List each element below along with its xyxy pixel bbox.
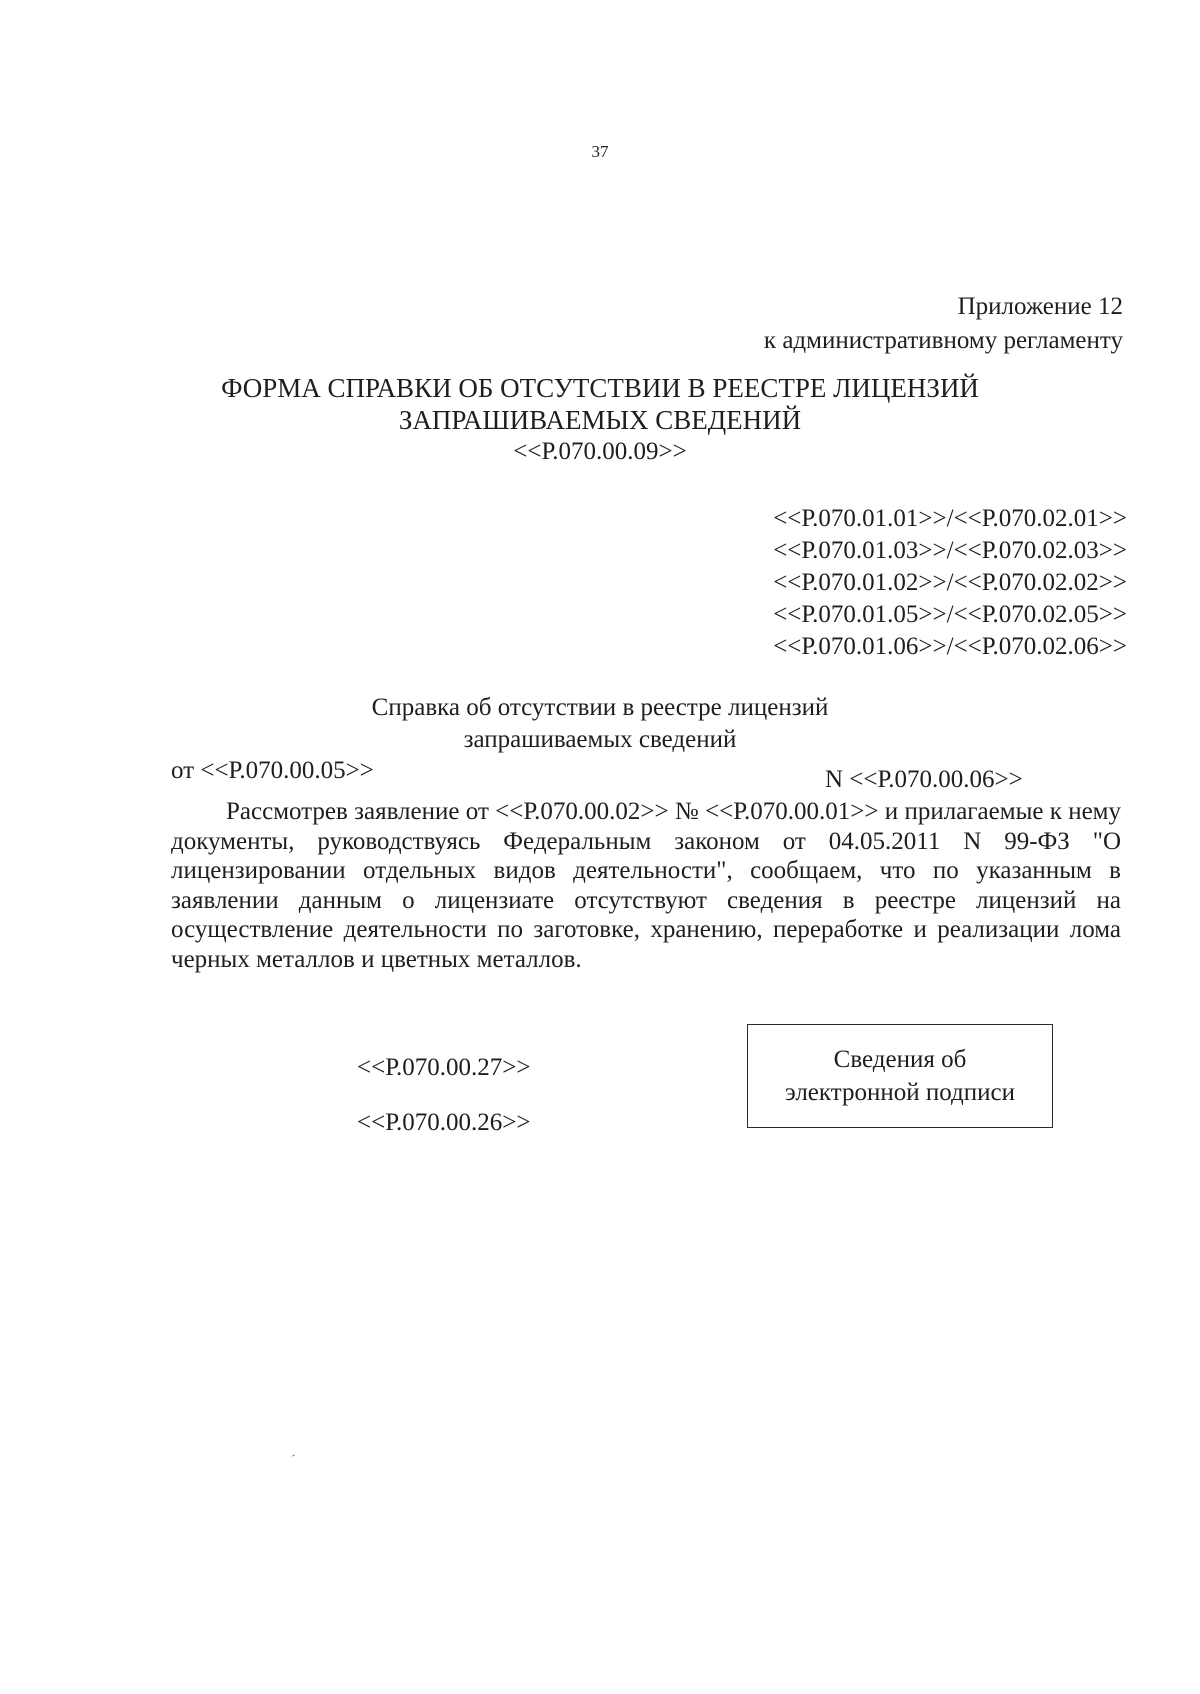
page-number: 37 [591, 142, 609, 161]
signatory-codes [357, 1040, 530, 1150]
signature-box-line-1: Сведения об [833, 1046, 967, 1073]
certificate-number: N <<Р.070.00.06>> [825, 766, 1023, 793]
signatory-position-code: <<Р.070.00.27>> [357, 1054, 531, 1081]
recipient-code-line: <<Р.070.01.05>>/<<Р.070.02.05>> [773, 601, 1127, 628]
electronic-signature-box [747, 1024, 1053, 1128]
scan-speck [292, 1454, 295, 1456]
form-title-line-2: ЗАПРАШИВАЕМЫХ СВЕДЕНИЙ [398, 405, 802, 435]
certificate-title-line-1: Справка об отсутствии в реестре лицензий [371, 694, 829, 721]
recipient-codes [773, 503, 1127, 663]
appendix-header [764, 290, 1123, 358]
recipient-code-line: <<Р.070.01.01>>/<<Р.070.02.01>> [773, 505, 1127, 532]
signature-box-line-2: электронной подписи [785, 1079, 1015, 1106]
appendix-subtitle: к административному регламенту [763, 327, 1123, 354]
recipient-code-line: <<Р.070.01.02>>/<<Р.070.02.02>> [773, 569, 1127, 596]
recipient-code-line: <<Р.070.01.03>>/<<Р.070.02.03>> [773, 537, 1127, 564]
form-title [0, 372, 1200, 468]
certificate-body-text: Рассмотрев заявление от <<Р.070.00.02>> № <<Р.070.00.01>> и прилагаемые к нему документы, руководствуясь Федеральным законом от 04.05.2011 N 99-ФЗ "О лицензировании отдельных видов деятельности", сообщаем, что по указанным в заявлении данным о лицензиате отсутствуют сведения в реестре лицензий на осуществление деятельности по заготовке, хранению, переработке и реализации лома черных металлов и цветных металлов. [171, 798, 1121, 973]
appendix-title: Приложение 12 [957, 293, 1123, 320]
form-title-line-1: ФОРМА СПРАВКИ ОБ ОТСУТСТВИИ В РЕЕСТРЕ ЛИЦЕНЗИЙ [221, 373, 979, 403]
certificate-title [0, 692, 1200, 756]
signatory-name-code: <<Р.070.00.26>> [357, 1109, 531, 1136]
certificate-date: от <<Р.070.00.05>> [171, 757, 374, 784]
form-code: <<Р.070.00.09>> [513, 438, 687, 465]
certificate-title-line-2: запрашиваемых сведений [463, 726, 737, 753]
recipient-code-line: <<Р.070.01.06>>/<<Р.070.02.06>> [773, 633, 1127, 660]
